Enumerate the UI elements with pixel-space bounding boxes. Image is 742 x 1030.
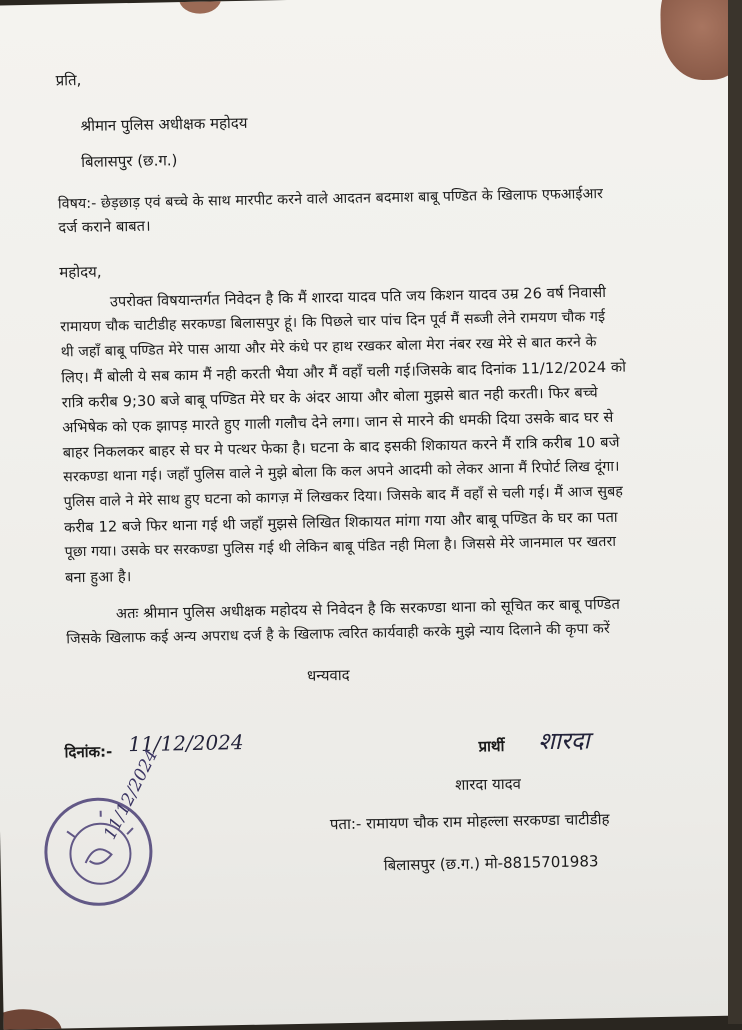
subject-line-1: विषय:- छेड़छाड़ एवं बच्चे के साथ मारपीट करने वाले आदतन बदमाश बाबू पण्डित के खिलाफ एफआईआर <box>57 185 604 213</box>
applicant-label: प्रार्थी <box>478 736 505 756</box>
finger-bottom <box>0 1009 62 1030</box>
request-line: जिसके खिलाफ कई अन्य अपराध दर्ज है के खिलाफ त्वरित कार्यवाही करके मुझे न्याय दिलाने की कृपा करें <box>66 620 610 648</box>
body-line: बना हुआ है। <box>64 568 132 587</box>
body-line: करीब 12 बजे फिर थाना गई थी जहाँ मुझसे लिखित शिकायत मांगा गया और बाबू पण्डित के घर का पता <box>64 508 618 537</box>
body-line: रामायण चौक चाटीडीह सरकण्डा बिलासपुर हूं। कि पिछले चार पांच दिन पूर्व मैं सब्जी लेने रामयण चौक गई <box>60 308 606 336</box>
recipient-place: बिलासपुर (छ.ग.) <box>81 151 178 171</box>
body-line: थी जहाँ बाबू पण्डित मेरे पास आया और मेरे कंधे पर हाथ रखकर बोला मेरा नंबर रख मेरे से बात करने के <box>60 334 597 361</box>
body-line: अभिषेक को एक झापड़ मारते हुए गाली गलौच देने लगा। जान से मारने की धमकी दिया उसके बाद घर से <box>62 408 614 437</box>
recipient-title: श्रीमान पुलिस अधीक्षक महोदय <box>80 113 248 135</box>
body-line: सरकण्डा थाना गई। जहाँ पुलिस वाले ने मुझे बोला कि कल अपने आदमी को लेकर आना मैं रिपोर्ट लिख दूंगा। <box>63 458 620 486</box>
applicant-name: शारदा यादव <box>455 774 522 794</box>
address-line-2: बिलासपुर (छ.ग.) मो-8815701983 <box>383 852 599 875</box>
to-line: प्रति, <box>55 70 82 90</box>
body-line: पुलिस वाले ने मेरे साथ हुए घटना को कागज़ में लिखकर दिया। जिसके बाद मैं वहाँ से चली गई। मैं आज सुबह <box>63 483 624 511</box>
date-label: दिनांक:- <box>64 742 113 762</box>
thanks: धन्यवाद <box>306 665 350 685</box>
body-line: पूछा गया। उसके घर सरकण्डा पुलिस गई थी लेकिन बाबू पंडित नही मिला है। जिससे मेरे जानमाल पर खतरा <box>64 533 617 561</box>
body-line: लिए। मैं बोली ये सब काम मैं नही करती भैया और मैं वहाँ चली गई।जिसके बाद दिनांक 11/12/2024 को <box>61 358 627 387</box>
request-line: अतः श्रीमान पुलिस अधीक्षक महोदय से निवेदन है कि सरकण्डा थाना को सूचित कर बाबू पण्डित <box>115 595 621 623</box>
body-line: उपरोक्त विषयान्तर्गत निवेदन है कि मैं शारदा यादव पति जय किशन यादव उम्र 26 वर्ष निवासी <box>109 283 607 311</box>
date-handwritten: 11/12/2024 <box>128 729 244 757</box>
address-line-1: पता:- रामायण चौक राम मोहल्ला सरकण्डा चाटीडीह <box>329 809 610 834</box>
body-line: बाहर निकलकर बाहर से घर मे पत्थर फेका है। घटना के बाद इसकी शिकायत करने मैं रात्रि करीब 10 बजे <box>62 433 620 462</box>
office-seal-stamp <box>43 797 153 907</box>
subject-line-2: दर्ज कराने बाबत। <box>58 217 151 237</box>
background-edge <box>728 0 742 1024</box>
stamp-handwritten-date: 11/12/2024 <box>100 746 163 843</box>
body-line: रात्रि करीब 9;30 बजे बाबू पण्डित मेरे घर के अंदर आया और बोला मुझसे बात नही करती। फिर बच्चे <box>61 384 598 412</box>
salutation: महोदय, <box>59 262 102 282</box>
applicant-signature: शारदा <box>538 726 590 756</box>
finger-top <box>179 0 222 14</box>
